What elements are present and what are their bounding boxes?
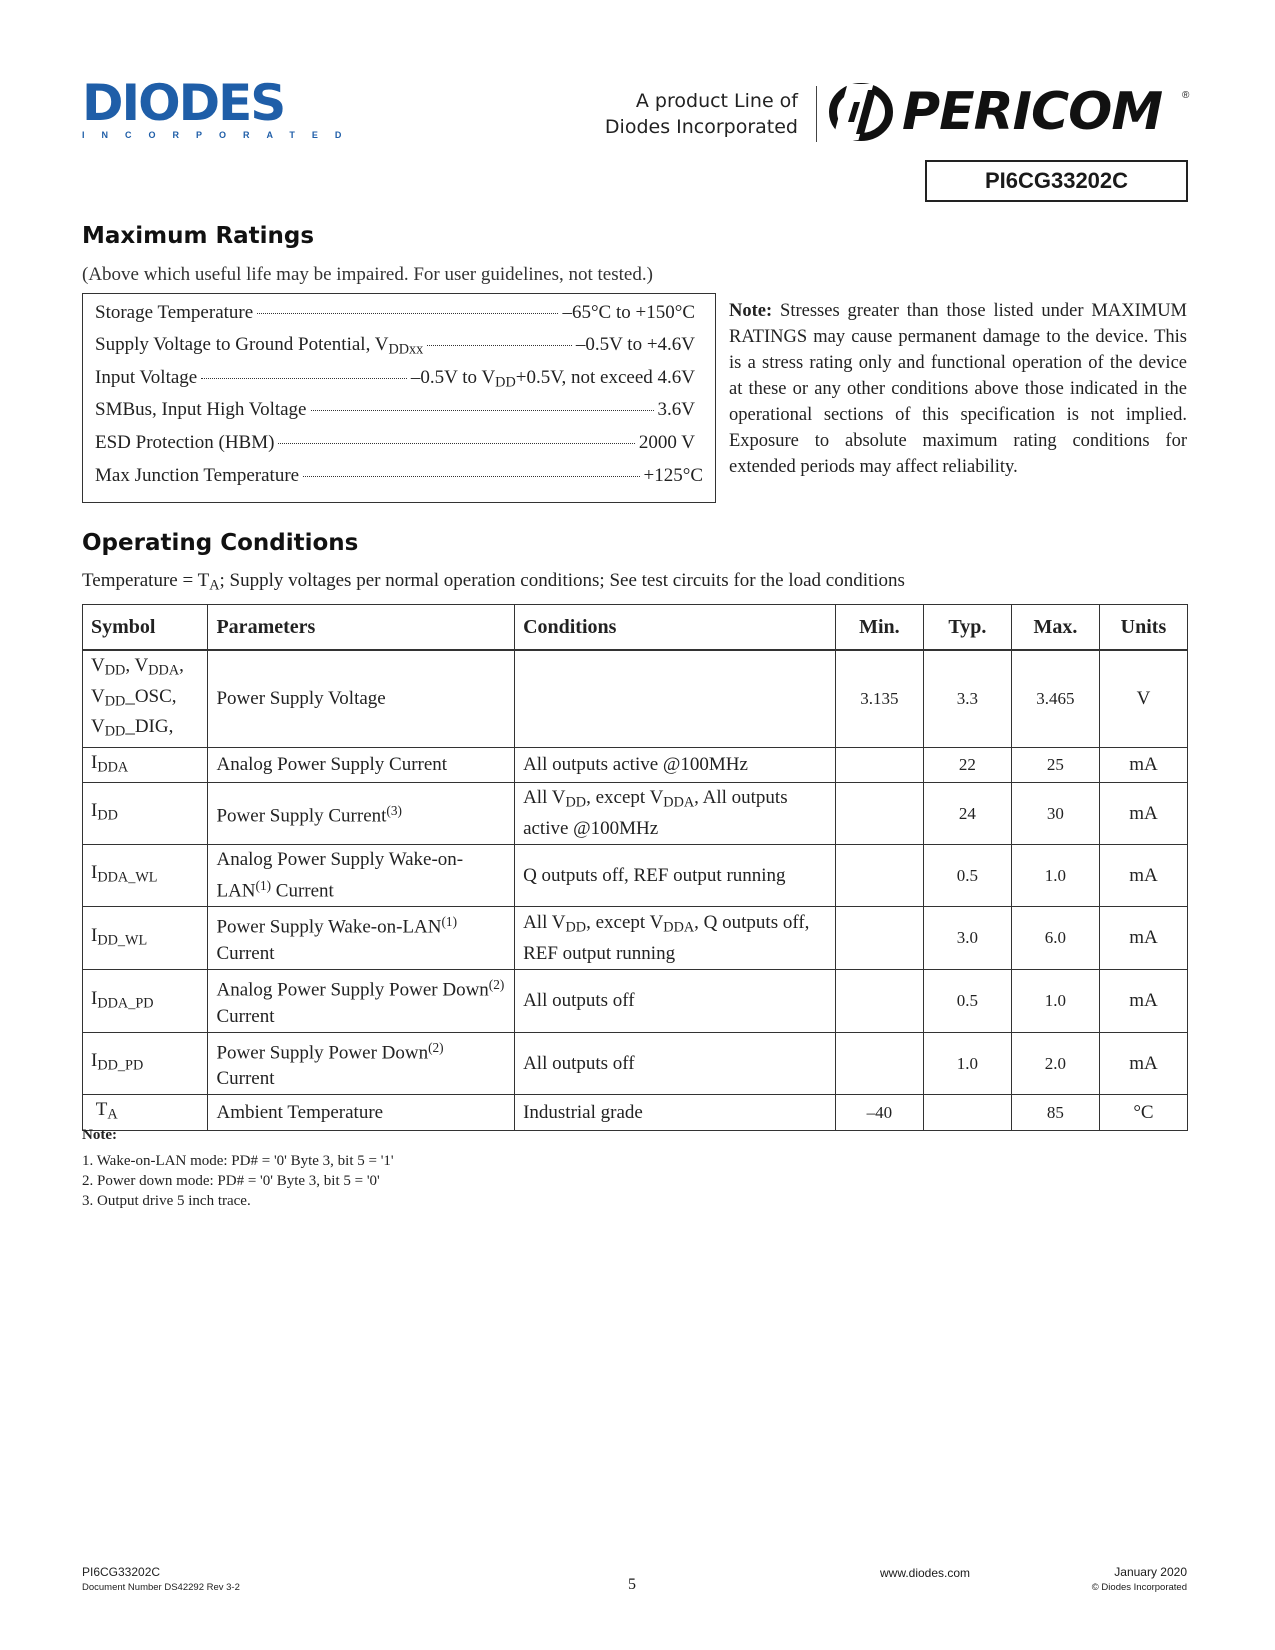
product-line-2: Diodes Incorporated (604, 116, 798, 138)
footer-doc-number: Document Number DS42292 Rev 3-2 (82, 1582, 240, 1593)
table-row (83, 783, 1188, 845)
product-line-text (605, 88, 798, 140)
cell-parameter: Analog Power Supply Wake-on-LAN$^{(1)}$ Current (208, 844, 515, 907)
note-item: 1. Wake-on-LAN mode: PD# = '0' Byte 3, bit 5 = '1' (82, 1153, 394, 1169)
footer-left (82, 1565, 240, 1593)
cell-typ: 3.0 (923, 907, 1011, 970)
rating-value: 2000 V (638, 432, 695, 453)
part-number-box: PI6CG33202C (925, 160, 1188, 202)
cell-min (835, 1032, 923, 1095)
cell-condition (515, 650, 836, 747)
cell-max: 1.0 (1011, 970, 1099, 1033)
rating-value: +125°C (643, 465, 703, 486)
cell-symbol: $T_A$ (83, 1095, 208, 1131)
header-units: Units (1099, 605, 1187, 651)
header-divider (816, 86, 817, 142)
cell-typ: 24 (923, 783, 1011, 845)
cell-typ: 0.5 (923, 844, 1011, 907)
cell-parameter: Power Supply Power Down$^{(2)}$ Current (208, 1032, 515, 1095)
table-row (83, 844, 1188, 907)
footer-part: PI6CG33202C (82, 1565, 161, 1579)
cell-symbol: $I_{DDA\_WL}$ (83, 844, 208, 907)
cell-symbol: $V_{DD}$, $V_{DDA}$, $V_{DD}\_OSC$, $V_{DD}\_DIG$, (83, 650, 208, 747)
rating-value: –0.5V to +4.6V (575, 334, 695, 355)
max-ratings-box (82, 293, 716, 503)
cell-typ: 1.0 (923, 1032, 1011, 1095)
cell-max: 2.0 (1011, 1032, 1099, 1095)
header-max: Max. (1011, 605, 1099, 651)
table-row (83, 1032, 1188, 1095)
note-item: 3. Output drive 5 inch trace. (82, 1193, 251, 1209)
cell-condition: All $V_{DD}$, except $V_{DDA}$, All outputs active @100MHz (515, 783, 836, 845)
cell-condition: All $V_{DD}$, except $V_{DDA}$, Q outputs off, REF output running (515, 907, 836, 970)
note-item: 2. Power down mode: PD# = '0' Byte 3, bit 5 = '0' (82, 1173, 380, 1189)
cell-min: –40 (835, 1095, 923, 1131)
cell-units: V (1099, 650, 1187, 747)
cell-typ: 22 (923, 747, 1011, 783)
table-row (83, 907, 1188, 970)
cell-units: °C (1099, 1095, 1187, 1131)
header-min: Min. (835, 605, 923, 651)
rating-value: –0.5V to $V_{DD}+0.5V$, not exceed 4.6V (410, 367, 695, 391)
cell-min (835, 844, 923, 907)
cell-min (835, 970, 923, 1033)
operating-conditions-table (82, 604, 1188, 1131)
cell-units: mA (1099, 783, 1187, 845)
cell-typ: 3.3 (923, 650, 1011, 747)
cell-max: 3.465 (1011, 650, 1099, 747)
max-ratings-subtitle: (Above which useful life may be impaired. For user guidelines, not tested.) (82, 264, 653, 285)
cell-condition: All outputs off (515, 1032, 836, 1095)
page-number: 5 (628, 1576, 636, 1593)
table-row (83, 650, 1188, 747)
rating-value: 3.6V (657, 399, 695, 420)
cell-min (835, 907, 923, 970)
cell-max: 6.0 (1011, 907, 1099, 970)
max-ratings-note: Note: Stresses greater than those listed under MAXIMUM RATINGS may cause permanent damage to the device. This is a stress rating only and functional operation of the device at these or any other conditions above those indicated in the operational sections of this specification is not implied. Exposure to absolute maximum rating conditions for extended periods may affect reliability. (729, 301, 1187, 477)
table-row (83, 747, 1188, 783)
pericom-mark-icon (828, 82, 894, 142)
cell-min: 3.135 (835, 650, 923, 747)
rating-label: ESD Protection (HBM) (95, 432, 275, 453)
diodes-logo-text: DIODES (82, 74, 285, 132)
cell-units: mA (1099, 747, 1187, 783)
header-conditions: Conditions (515, 605, 836, 651)
rating-row (95, 367, 695, 392)
cell-max: 1.0 (1011, 844, 1099, 907)
cell-condition: All outputs off (515, 970, 836, 1033)
rating-label: Max Junction Temperature (95, 465, 300, 486)
rating-row (95, 334, 695, 359)
table-notes (82, 1125, 394, 1211)
cell-parameter: Power Supply Voltage (208, 650, 515, 747)
cell-condition: Industrial grade (515, 1095, 836, 1131)
table-header-row (83, 605, 1188, 651)
rating-row (95, 399, 695, 421)
cell-parameter: Ambient Temperature (208, 1095, 515, 1131)
cell-symbol: $I_{DD\_WL}$ (83, 907, 208, 970)
rating-label: Supply Voltage to Ground Potential, $V_{DDxx}$ (95, 334, 424, 358)
footer-copyright: © Diodes Incorporated (1091, 1582, 1187, 1593)
cell-max: 25 (1011, 747, 1099, 783)
rating-row (95, 432, 695, 454)
operating-conditions-title: Operating Conditions (82, 530, 359, 556)
cell-condition: Q outputs off, REF output running (515, 844, 836, 907)
header-parameters: Parameters (208, 605, 515, 651)
cell-symbol: $I_{DD}$ (83, 783, 208, 845)
rating-label: SMBus, Input High Voltage (95, 399, 307, 420)
pericom-logo-text: PERICOM (902, 82, 1163, 142)
rating-value: –65°C to +150°C (562, 302, 695, 323)
operating-conditions-subtitle: Temperature = $T_A$; Supply voltages per normal operation conditions; See test circuits for the load conditions (82, 570, 905, 594)
cell-parameter: Analog Power Supply Current (208, 747, 515, 783)
max-ratings-title: Maximum Ratings (82, 223, 315, 249)
footer-right (1092, 1565, 1187, 1593)
footer-url[interactable]: www.diodes.com (880, 1566, 971, 1580)
cell-min (835, 747, 923, 783)
cell-parameter: Power Supply Current$^{(3)}$ (208, 783, 515, 845)
diodes-logo-sub: INCORPORATED (82, 130, 359, 140)
header-symbol: Symbol (83, 605, 208, 651)
cell-symbol: $I_{DD\_PD}$ (83, 1032, 208, 1095)
cell-units: mA (1099, 1032, 1187, 1095)
header-typ: Typ. (923, 605, 1011, 651)
registered-mark: ® (1182, 90, 1190, 101)
cell-max: 85 (1011, 1095, 1099, 1131)
cell-units: mA (1099, 970, 1187, 1033)
cell-parameter: Analog Power Supply Power Down$^{(2)}$ Current (208, 970, 515, 1033)
cell-min (835, 783, 923, 845)
rating-row (95, 465, 703, 487)
footer-date: January 2020 (1114, 1565, 1187, 1579)
cell-symbol: $I_{DDA\_PD}$ (83, 970, 208, 1033)
cell-parameter: Power Supply Wake-on-LAN$^{(1)}$ Current (208, 907, 515, 970)
notes-title: Note: (82, 1127, 117, 1143)
cell-max: 30 (1011, 783, 1099, 845)
diodes-logo (82, 74, 359, 140)
cell-condition: All outputs active @100MHz (515, 747, 836, 783)
cell-symbol: $I_{DDA}$ (83, 747, 208, 783)
rating-label: Input Voltage (95, 367, 198, 388)
cell-typ: 0.5 (923, 970, 1011, 1033)
cell-units: mA (1099, 907, 1187, 970)
rating-label: Storage Temperature (95, 302, 254, 323)
rating-row (95, 302, 695, 324)
product-line-1: A product Line of (635, 90, 798, 112)
cell-units: mA (1099, 844, 1187, 907)
cell-typ (923, 1095, 1011, 1131)
table-row (83, 970, 1188, 1033)
